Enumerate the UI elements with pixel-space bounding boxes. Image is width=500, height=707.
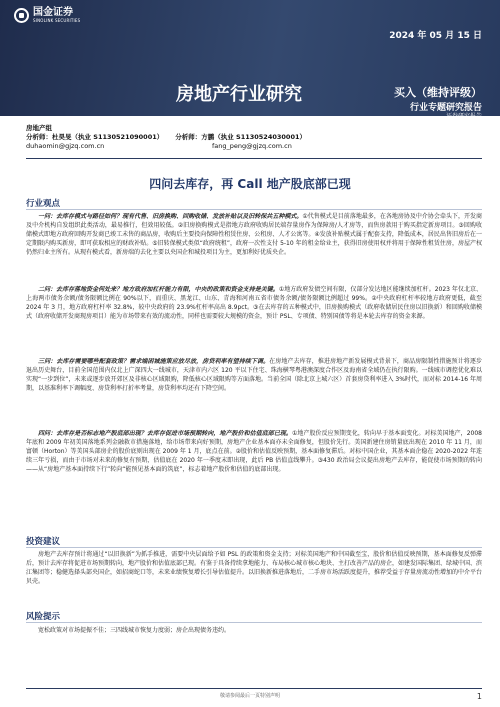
- paragraph-body: ①地产股价反应预期变化，转向早于基本面变化。对标美国地产，2008 年底和 2009 年初美国落地系列金融救市措施落地，给市场带来向好预期，房地产企业基本面亦未全面修复，但股价先行。美国新建住房销量底出现在 2010 年 11 月，而富顿（Horton）等美国头部房企的股价底则出现在 2009 年 1 月，底点在前。②股价和估值反映预期，基本面修复滞后。对标中国企业，其基本面企稳在 2020-2022 年连续三年亏损，而由于市场对未来的修复有预期，估值底在 2020 年一季度末即出现，此后 PB 估值直线攀升。③430 政治局会议提出房地产去库存，能促使市场预期的转向——从“房地产基本面持续下行”转向“能预见基本面的筑底”，标志着地产股价和估值的底部出现。: [26, 430, 482, 473]
- report-title: 房地产行业研究: [176, 84, 302, 105]
- analyst-2-email[interactable]: fang_peng@gjzq.com.cn: [212, 142, 292, 150]
- logo-text-en: SINOLINK SECURITIES: [33, 18, 81, 23]
- logo-text-cn: 国金证券: [33, 7, 73, 18]
- paragraph-suggestion: [26, 550, 482, 586]
- paragraph-body: ①代售模式是目前落地最多，在各地房协及中介协会牵头下，开发商及中介机构自发组织此类活动，最易推行，但效用较低。②旧房换购模式是指地方政府收购居民端存量房作为保障房/人才房等，而售房款用于购买指定新房项目。③回购收储模式即地方政府回购开发商已竣工未售的商品房，收购后主要投向保障性租赁住房、公租房、人才公寓等。④发放补贴模式属于配套支持，降低成本，居民出售旧房后在一定期限内购买新房，即可获取相应的财政补贴。⑤旧转保模式类似“政府统租”，政府一次性支付 5-10 年的租金给业主，获得旧房使用权并将用于保障性租赁住房，房屋产权仍然归业主所有。从现有模式看，新房端的去化主要以央国企和城投项目为主，更加利好优质央企。: [26, 213, 482, 256]
- header-divider: [26, 158, 482, 159]
- analyst-1: 分析师：杜昊旻（执业 S1130521090001）: [26, 133, 164, 141]
- header-banner: [0, 0, 500, 120]
- report-headline: 四问去库存，再 Call 地产股底部已现: [149, 177, 351, 191]
- paragraph-q2: [26, 285, 482, 321]
- paragraph-body: 宽松政策对市场提振不佳；三四线城市恢复力度弱；房企出现债务违约。: [38, 627, 231, 634]
- paragraph-body: 在房地产去库存，推进房地产新发展模式背景下，商品房限制性措施预计将逐步退出历史舞台，目前全国范围内仅北上广深四大一线城市，天津市内六区 120 平以下住宅、珠海横琴粤港澳深度合作区及海南省全域仍在执行限购。一线城市调控优化难以实现“一步到位”，未来或逐步放开郊区及非核心区域限购，降低核心区域限购等方面落地。当前全国（除北京上城六区）首套房贷利率进入 3%时代，而对标 2014-16 年周期，以基准利率下调幅度、房贷利率打折率考量，房贷利率均还有下降空间。: [26, 358, 482, 392]
- report-date: 2024 年 05 月 15 日: [389, 31, 482, 41]
- paragraph-body: ①地方政府发债空间有限，仅部分发达地区能继续加杠杆。2023 年仅北京、上海两市债务余额/债务限额比例在 90%以下，而重庆、黑龙江、山东、青海和河南五省市债务余额/债务限额比例超过 99%。②中央政府杠杆率较地方政府更低，截至 2024 年 3 月，地方政府杠杆率 32.8%，较中央政府的 23.9%杠杆率高出 8.9pct。③在去库存的五种模式中，旧房换购模式（政府收储居民住房以旧换新）和回购收储模式（政府收储开发商现房项目）能为市场带来有效的流动性，同样也需要较大规模的资金，预计 PSL、专项债、特别国债等将是本轮去库存的资金来源。: [26, 286, 482, 320]
- page-number: 1: [476, 692, 482, 701]
- section-divider: [26, 209, 482, 210]
- section-title-suggestion: 投资建议: [26, 537, 61, 547]
- section-divider: [26, 547, 482, 548]
- footer-divider: [26, 688, 482, 689]
- paragraph-q4: [26, 429, 482, 474]
- paragraph-risks: [26, 626, 482, 635]
- analyst-2: 分析师：方鹏（执业 S1130524030001）: [175, 133, 306, 141]
- report-subtype: 证券研究报告: [445, 113, 482, 120]
- rating-label: 买入（维持评级）: [394, 86, 482, 99]
- company-logo: [14, 8, 80, 23]
- section-title-risks: 风险提示: [26, 612, 61, 622]
- report-type: 行业专题研究报告: [409, 103, 482, 113]
- paragraph-lead: 一问：去库存模式与路径如何？现有代售、旧房换购、回购收储、发放补贴以及旧转保共五种模式。: [38, 213, 303, 220]
- paragraph-lead: 三问：去库存需要哪些配套政策？需求端困城施策应放尽放，房贷利率有望持续下调。: [38, 358, 270, 365]
- analyst-info: [26, 124, 306, 151]
- paragraph-q1: [26, 212, 482, 257]
- paragraph-lead: 二问：去库存落地资金何处来？地方政府加杠杆能力有限，中央的政策和资金支持是关键。: [38, 286, 279, 293]
- paragraph-body: 房地产去库存预计将通过“以旧换新”为抓手推进，需要中央层面给予如 PSL 的政策和资金支持；对标美国地产和中国截至宝，股价和估值反映预期，基本面修复反弹滞后，预计去库存将促进市场预期转向，地产股价和估值底部已现。有鉴于具备持续拿地能力、布局核心城市核心地块、主打改善产品的房企，如建发国际集团、绿城中国、滨江集团等；稳健选择头部央国企，如招商蛇口等，未来业绩恢复增长引导估值提升。以旧换新推进落地后，二手房市场活跃度提升，推荐受益于存量房流动性增加的中介平台贝壳。: [26, 551, 483, 585]
- industry-group: 房地产组: [26, 124, 52, 132]
- paragraph-q3: [26, 357, 482, 393]
- paragraph-lead: 四问：去库存是否标志地产股底部出现？去库存促进市场预期转向，地产股价和估值底部已现。: [38, 430, 292, 437]
- footer-disclaimer: 敬请参阅最后一页特别声明: [219, 693, 280, 699]
- analyst-1-email[interactable]: duhaomin@gjzq.com.cn: [26, 142, 105, 150]
- section-title-views: 行业观点: [26, 199, 61, 209]
- section-divider: [26, 622, 482, 623]
- logo-icon: [14, 8, 29, 23]
